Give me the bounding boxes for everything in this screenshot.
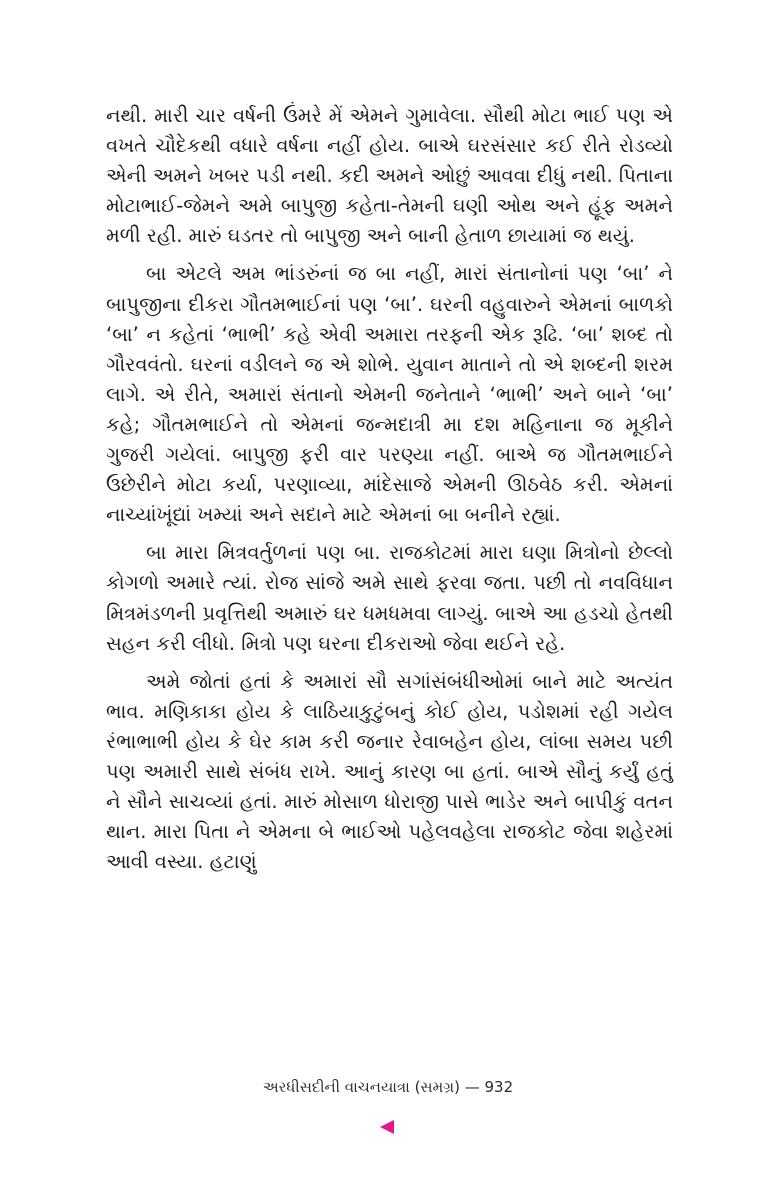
paragraph-4: અમે જોતાં હતાં કે અમારાં સૌ સગાંસંબંધીઓમાં બાને માટે અત્યંત ભાવ. મણિકાકા હોય કે લાઠિયાકુટુંબનું કોઈ હોય, પડોશમાં રહી ગયેલ રંભાભાભી હોય કે ઘેર કામ કરી જનાર રેવાબહેન હોય, લાંબા સમય પછી પણ અમારી સાથે સંબંધ રાખે. આનું કારણ બા હતાં. બાએ સૌનું કર્યું હતું ને સૌને સાચવ્યાં હતાં. મારું મોસાળ ધોરાજી પાસે ભાડેર અને બાપીકું વતન થાન. મારા પિતા ને એમના બે ભાઈઓ પહેલવહેલા રાજકોટ જેવા શહેરમાં આવી વસ્યા. હટાણું	[106, 669, 673, 874]
paragraph-3: બા મારા મિત્રવર્તુળનાં પણ બા. રાજકોટમાં મારા ઘણા મિત્રોનો છેલ્લો કોગળો અમારે ત્યાં. રોજ સાંજે અમે સાથે ફરવા જતા. પછી તો નવવિધાન મિત્રમંડળની પ્રવૃત્તિથી અમારું ઘર ધમધમવા લાગ્યું. બાએ આ હડચો હેતથી સહન કરી લીધો. મિત્રો પણ ઘરના દીકરાઓ જેવા થઈને રહે.	[106, 541, 673, 655]
page-body	[106, 101, 673, 877]
paragraph-2: બા એટલે અમ ભાંડરુંનાં જ બા નહીં, મારાં સંતાનોનાં પણ ‘બા’ ને બાપુજીના દીકરા ગૌતમભાઈનાં પણ ‘બા’. ઘરની વહુવારુને એમનાં બાળકો ‘બા’ ન કહેતાં ‘ભાભી’ કહે એવી અમારા તરફની એક રૂઢિ. ‘બા’ શબ્દ તો ગૌરવવંતો. ઘરનાં વડીલને જ એ શોભે. યુવાન માતાને તો એ શબ્દની શરમ લાગે. એ રીતે, અમારાં સંતાનો એમની જનેતાને ‘ભાભી’ અને બાને ‘બા’ કહે; ગૌતમભાઈને તો એમનાં જન્મદાત્રી મા દશ મહિનાના જ મૂકીને ગુજરી ગયેલાં. બાપુજી ફરી વાર પરણ્યા નહીં. બાએ જ ગૌતમભાઈને ઉછેરીને મોટા કર્યા, પરણાવ્યા, માંદેસાજે એમની ઊઠવેઠ કરી. એમનાં નાચ્યાંખૂંદ્યાં ખમ્યાં અને સદાને માટે એમનાં બા બનીને રહ્યાં.	[106, 262, 673, 527]
prev-page-icon[interactable]	[380, 1120, 394, 1134]
paragraph-1: નથી. મારી ચાર વર્ષની ઉંમરે મેં એમને ગુમાવેલા. સૌથી મોટા ભાઈ પણ એ વખતે ચૌદેકથી વધારે વર્ષના નહીં હોય. બાએ ઘરસંસાર કઈ રીતે રોડવ્યો એની અમને ખબર પડી નથી. કદી અમને ઓછું આવવા દીધું નથી. પિતાના મોટાભાઈ-જેમને અમે બાપુજી કહેતા-તેમની ઘણી ઓથ અને હૂંફ અમને મળી રહી. મારું ઘડતર તો બાપુજી અને બાની હેતાળ છાયામાં જ થયું.	[106, 104, 673, 248]
page-footer: અરધીસદીની વાચનયાત્રા (સમગ્ર) — 932	[262, 1078, 514, 1096]
